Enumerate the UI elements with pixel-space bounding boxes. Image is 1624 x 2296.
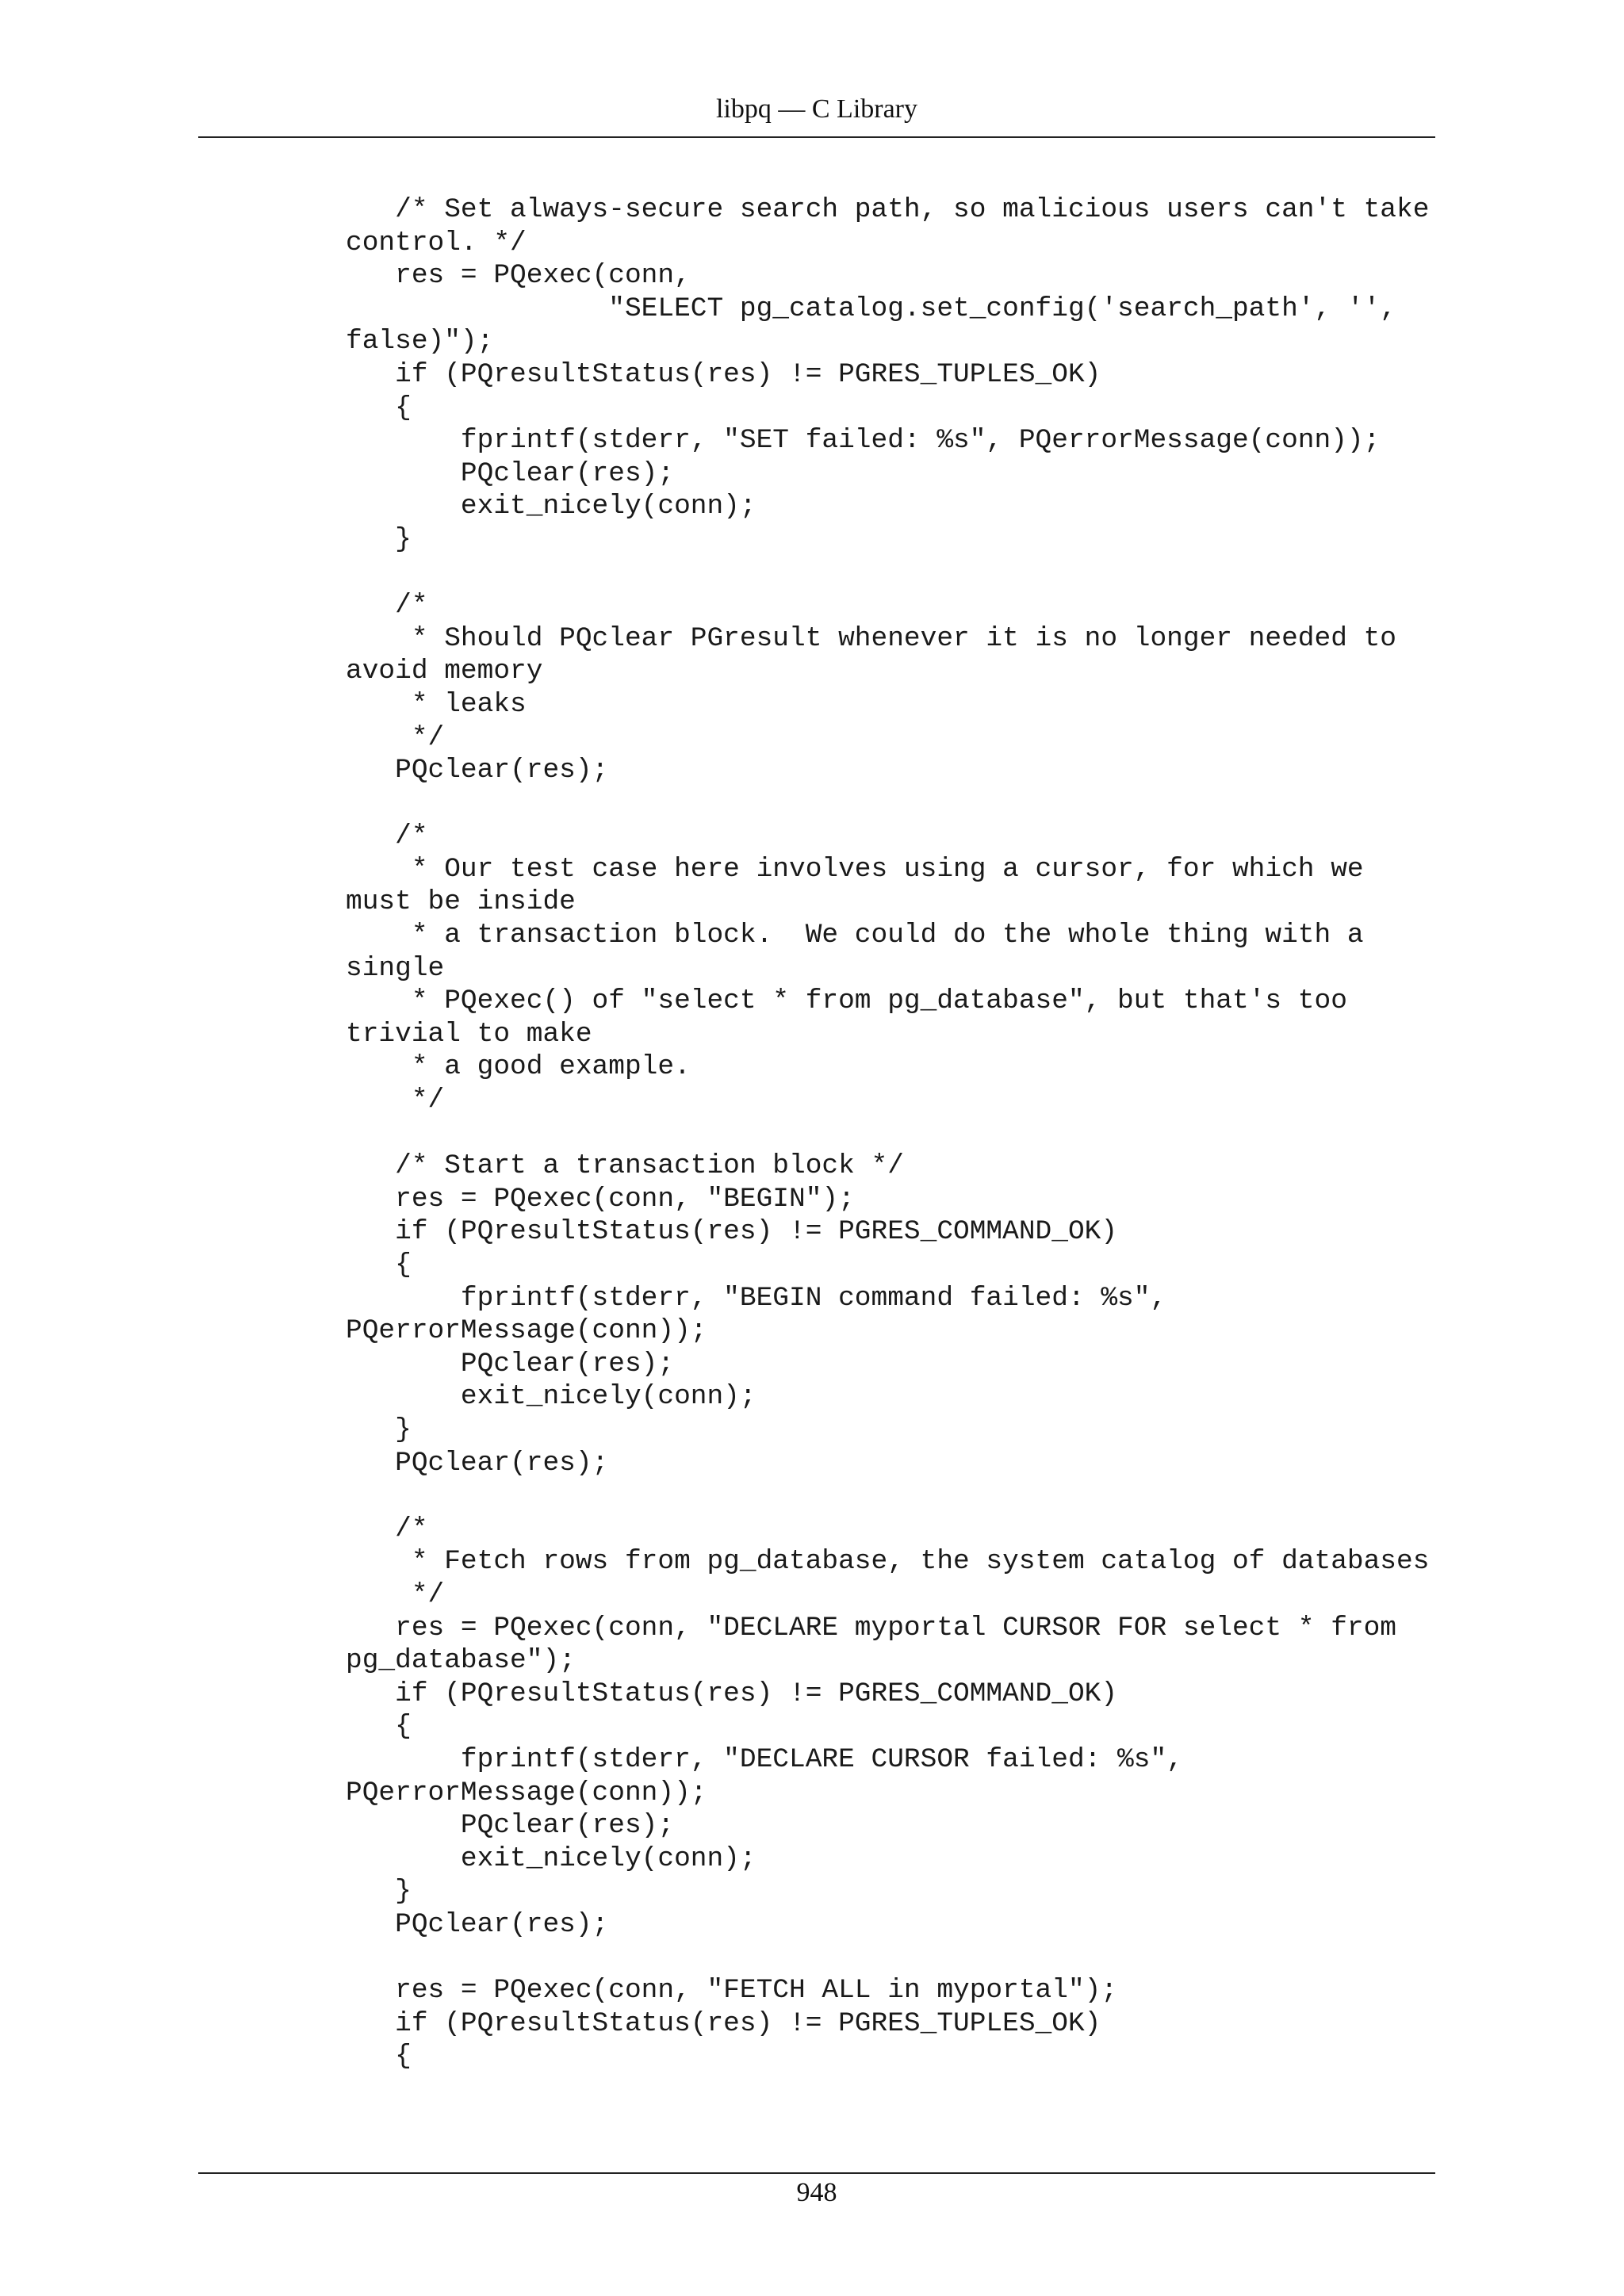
code-line: PQerrorMessage(conn)); — [346, 1777, 707, 1808]
code-line: { — [346, 1249, 412, 1280]
code-line: if (PQresultStatus(res) != PGRES_TUPLES_OK) — [346, 2007, 1101, 2039]
code-line: } — [346, 1414, 412, 1445]
code-line: PQclear(res); — [346, 1348, 675, 1380]
code-line: { — [346, 1711, 412, 1743]
code-line — [346, 1117, 1440, 1150]
code-line: res = PQexec(conn, "DECLARE myportal CURSOR FOR select * from — [346, 1612, 1397, 1644]
code-line: fprintf(stderr, "DECLARE CURSOR failed: %s", — [346, 1743, 1183, 1775]
code-line: */ — [346, 1578, 445, 1610]
code-line: single — [346, 952, 445, 984]
code-line: exit_nicely(conn); — [346, 491, 756, 522]
code-line — [346, 1479, 1440, 1513]
code-line: * Should PQclear PGresult whenever it is no longer needed to — [346, 622, 1397, 654]
code-line: must be inside — [346, 886, 576, 918]
code-line: res = PQexec(conn, "FETCH ALL in myportal"); — [346, 1975, 1118, 2007]
header-rule — [198, 136, 1435, 138]
code-line: PQclear(res); — [346, 1810, 675, 1842]
code-line: exit_nicely(conn); — [346, 1381, 756, 1413]
code-line: pg_database"); — [346, 1645, 576, 1677]
code-line: * Fetch rows from pg_database, the system catalog of databases — [346, 1546, 1430, 1578]
footer-rule — [198, 2172, 1435, 2174]
code-line: * leaks — [346, 688, 527, 720]
code-line: res = PQexec(conn, — [346, 260, 691, 292]
code-line: control. */ — [346, 227, 527, 258]
code-line: */ — [346, 721, 445, 753]
code-line: * a good example. — [346, 1051, 691, 1083]
code-line: "SELECT pg_catalog.set_config('search_path', '', — [346, 293, 1397, 324]
code-line: { — [346, 392, 412, 423]
code-line: PQclear(res); — [346, 1908, 609, 1940]
code-line: * PQexec() of "select * from pg_database", but that's too — [346, 985, 1347, 1017]
page-number: 948 — [796, 2178, 837, 2207]
code-line: } — [346, 523, 412, 555]
code-line: { — [346, 2041, 412, 2072]
code-line: * a transaction block. We could do the whole thing with a — [346, 920, 1364, 951]
code-line: if (PQresultStatus(res) != PGRES_COMMAND_OK) — [346, 1678, 1118, 1709]
code-line: if (PQresultStatus(res) != PGRES_TUPLES_OK) — [346, 358, 1101, 390]
code-line — [346, 1941, 1440, 1974]
code-line: false)"); — [346, 326, 494, 358]
code-line: fprintf(stderr, "SET failed: %s", PQerrorMessage(conn)); — [346, 425, 1381, 457]
code-line: * Our test case here involves using a cursor, for which we — [346, 853, 1364, 885]
code-line: trivial to make — [346, 1018, 592, 1050]
code-line: } — [346, 1876, 412, 1908]
code-line: /* Set always-secure search path, so malicious users can't take — [346, 194, 1430, 225]
code-line: PQclear(res); — [346, 755, 609, 786]
code-line: /* — [346, 1513, 428, 1544]
code-line: exit_nicely(conn); — [346, 1843, 756, 1874]
code-line: res = PQexec(conn, "BEGIN"); — [346, 1183, 855, 1215]
code-line: fprintf(stderr, "BEGIN command failed: %s", — [346, 1282, 1167, 1314]
code-line: PQclear(res); — [346, 457, 675, 489]
code-line: avoid memory — [346, 656, 543, 687]
code-listing — [346, 193, 1440, 2073]
code-line: /* Start a transaction block */ — [346, 1150, 904, 1182]
page-header-title: libpq — C Library — [715, 94, 918, 124]
code-line: /* — [346, 590, 428, 622]
code-line: if (PQresultStatus(res) != PGRES_COMMAND_OK) — [346, 1216, 1118, 1248]
code-line — [346, 557, 1440, 590]
code-line: PQerrorMessage(conn)); — [346, 1315, 707, 1347]
code-line: */ — [346, 1085, 445, 1116]
code-line: PQclear(res); — [346, 1447, 609, 1479]
code-line — [346, 787, 1440, 821]
code-line: /* — [346, 821, 428, 852]
